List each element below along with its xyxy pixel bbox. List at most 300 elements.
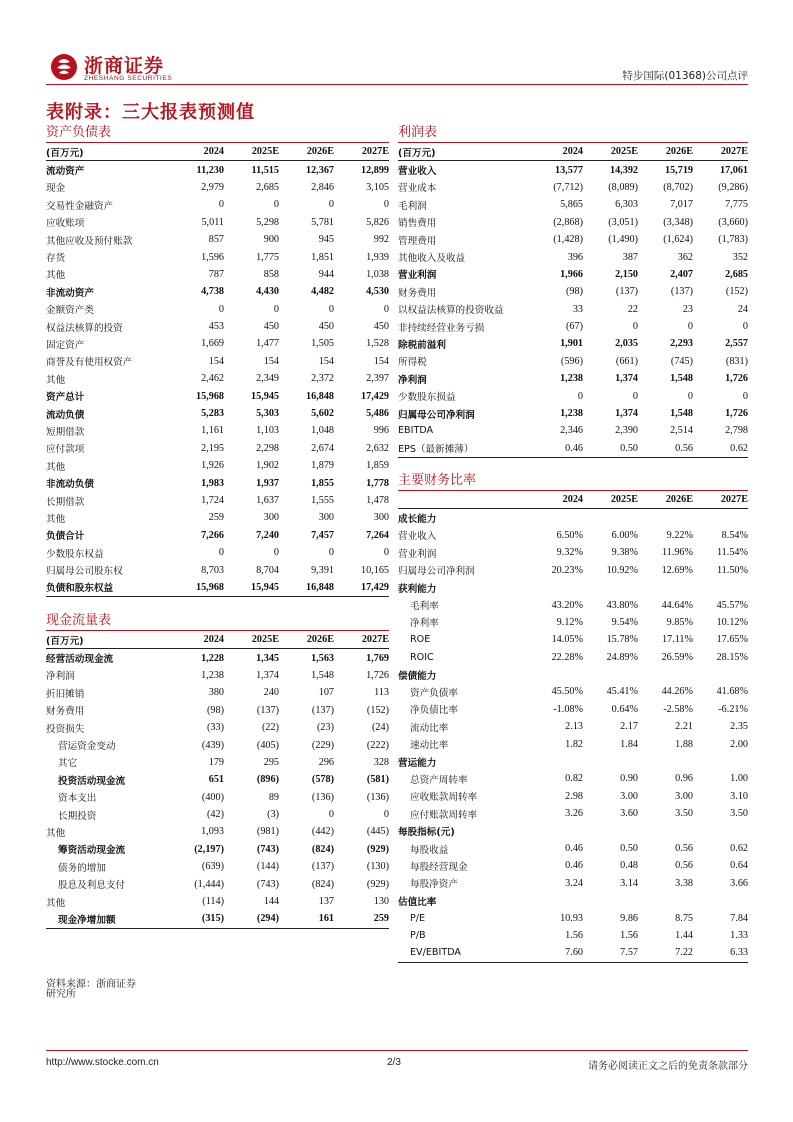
row-value: 22.28% bbox=[551, 651, 583, 663]
row-label: 营业收入 bbox=[398, 531, 437, 543]
row-value: 3.00 bbox=[620, 790, 638, 802]
row-value: 2.98 bbox=[565, 790, 583, 802]
row-value: 0.48 bbox=[620, 860, 638, 872]
row-value: (831) bbox=[725, 355, 748, 367]
row-label: 每股净资产 bbox=[410, 879, 458, 891]
row-value: 1,851 bbox=[311, 251, 334, 263]
row-value bbox=[638, 822, 693, 839]
row-value: (23) bbox=[317, 722, 334, 734]
table-row bbox=[398, 666, 748, 683]
row-value: 2,462 bbox=[201, 373, 224, 385]
row-value: 300 bbox=[263, 512, 279, 524]
row-value: 2,195 bbox=[201, 442, 224, 454]
row-value: (445) bbox=[366, 826, 389, 838]
row-value: 0 bbox=[328, 199, 334, 211]
row-label: 偿债能力 bbox=[398, 670, 437, 682]
table-row bbox=[398, 527, 748, 544]
row-label: P/B bbox=[410, 929, 426, 941]
table-row bbox=[46, 579, 389, 597]
row-value: 15,945 bbox=[250, 390, 279, 402]
row-value: (745) bbox=[670, 355, 693, 367]
table-row bbox=[398, 161, 748, 179]
row-value: (442) bbox=[311, 826, 334, 838]
row-value: 9.32% bbox=[556, 547, 583, 559]
income-statement-title: 利润表 bbox=[398, 124, 748, 143]
row-value: 1,093 bbox=[201, 826, 224, 838]
row-value: (743) bbox=[256, 878, 279, 890]
row-value: 0.50 bbox=[583, 440, 638, 458]
row-value: 3.50 bbox=[675, 808, 693, 820]
row-value: 787 bbox=[208, 268, 224, 280]
row-value bbox=[583, 753, 638, 770]
row-value: 2.00 bbox=[730, 738, 748, 750]
row-value: 2.13 bbox=[565, 721, 583, 733]
row-label: 财务费用 bbox=[46, 706, 85, 718]
row-label: 股息及利息支付 bbox=[58, 880, 126, 892]
row-value: 33 bbox=[572, 303, 583, 315]
row-value: 1,478 bbox=[366, 495, 389, 506]
row-value: 1,939 bbox=[366, 251, 389, 263]
row-value: 992 bbox=[373, 234, 389, 246]
table-row bbox=[46, 667, 389, 684]
row-value: 137 bbox=[318, 896, 334, 908]
row-value: 1,769 bbox=[366, 652, 389, 664]
row-label: 非持续经营业务亏损 bbox=[398, 322, 485, 334]
row-value: 0.62 bbox=[693, 440, 748, 458]
row-value: 2,632 bbox=[366, 442, 389, 454]
row-value: -2.58% bbox=[663, 703, 693, 715]
row-value: 24 bbox=[737, 303, 748, 315]
year-header: 2024 bbox=[528, 491, 583, 509]
row-value: 2,798 bbox=[725, 425, 748, 437]
row-value: 10.92% bbox=[606, 564, 638, 576]
row-value: 3.10 bbox=[730, 790, 748, 802]
row-label: 营业利润 bbox=[398, 270, 437, 282]
table-row bbox=[398, 405, 748, 422]
row-value: 9.85% bbox=[666, 616, 693, 628]
row-value: 5,011 bbox=[201, 216, 224, 228]
table-row bbox=[46, 509, 389, 526]
row-value: 1,161 bbox=[201, 425, 224, 437]
row-value: 0.46 bbox=[565, 843, 583, 854]
row-value: 13,577 bbox=[554, 164, 583, 176]
row-value: 6,303 bbox=[615, 199, 638, 211]
row-label: 其他 bbox=[46, 374, 66, 386]
row-value: 900 bbox=[263, 234, 279, 246]
row-value: 1,048 bbox=[311, 425, 334, 437]
table-row bbox=[46, 858, 389, 875]
row-value: (137) bbox=[615, 286, 638, 298]
row-value: 11,515 bbox=[251, 164, 279, 176]
row-value: 12.69% bbox=[661, 564, 693, 576]
row-value: 24.89% bbox=[606, 651, 638, 663]
table-row bbox=[46, 719, 389, 736]
row-label: 债务的增加 bbox=[58, 862, 106, 874]
year-header: 2026E bbox=[638, 491, 693, 509]
row-value: 2,557 bbox=[725, 338, 748, 350]
table-row bbox=[46, 492, 389, 509]
row-value: 45.50% bbox=[551, 686, 583, 698]
row-value: (578) bbox=[311, 774, 334, 786]
row-value: 4,530 bbox=[366, 286, 389, 298]
table-row bbox=[398, 596, 748, 613]
row-value: 7,775 bbox=[725, 199, 748, 211]
row-value: (3,051) bbox=[608, 216, 638, 228]
row-value: 20.23% bbox=[551, 564, 583, 576]
row-label: 营运资金变动 bbox=[58, 741, 116, 753]
year-header: 2027E bbox=[334, 631, 389, 649]
row-label: 固定资产 bbox=[46, 339, 85, 351]
row-label: 长期投资 bbox=[58, 810, 97, 822]
row-value: 5,865 bbox=[560, 199, 583, 211]
table-row bbox=[46, 893, 389, 910]
table-row bbox=[398, 422, 748, 439]
row-value: 9.38% bbox=[611, 547, 638, 559]
row-value: 1.56 bbox=[620, 929, 638, 941]
row-value: 0.64 bbox=[730, 860, 748, 872]
table-row bbox=[46, 457, 389, 474]
table-row bbox=[398, 283, 748, 300]
row-value: 107 bbox=[318, 687, 334, 699]
row-value: 1,637 bbox=[256, 495, 279, 506]
row-value: 15,968 bbox=[195, 390, 224, 402]
row-value: 2,372 bbox=[311, 373, 334, 385]
row-label: 应付账款周转率 bbox=[410, 809, 478, 821]
row-value: 6.00% bbox=[611, 529, 638, 541]
year-header: 2027E bbox=[693, 143, 748, 161]
row-value: (661) bbox=[615, 355, 638, 367]
row-value: 3,105 bbox=[366, 181, 389, 193]
header-report-title: 特步国际(01368)公司点评 bbox=[622, 70, 748, 82]
row-value: 43.20% bbox=[551, 599, 583, 611]
row-value: 4,430 bbox=[256, 286, 279, 298]
row-value: 9.54% bbox=[611, 616, 638, 628]
row-value bbox=[638, 509, 693, 527]
row-value: (929) bbox=[366, 843, 389, 855]
footer-page-number: 2/3 bbox=[387, 1057, 401, 1068]
row-label: 营业利润 bbox=[398, 548, 437, 560]
row-value: 0 bbox=[742, 321, 748, 333]
row-value: 7.22 bbox=[638, 944, 693, 962]
row-value: 2,514 bbox=[670, 425, 693, 437]
row-value: (981) bbox=[256, 826, 279, 838]
footer-url-link[interactable]: http://www.stocke.com.cn bbox=[46, 1057, 159, 1068]
row-value: (137) bbox=[670, 286, 693, 298]
row-value: (743) bbox=[256, 843, 279, 855]
row-label: 非流动资产 bbox=[46, 287, 94, 299]
table-row bbox=[46, 684, 389, 701]
row-value: (1,490) bbox=[608, 234, 638, 246]
row-value: 1.84 bbox=[620, 738, 638, 750]
row-value: 380 bbox=[208, 687, 224, 699]
row-value: 0 bbox=[687, 390, 693, 402]
row-value: 1.56 bbox=[565, 929, 583, 941]
row-value: 2,846 bbox=[311, 181, 334, 193]
row-value: 8.54% bbox=[721, 529, 748, 541]
row-value: 1.00 bbox=[730, 773, 748, 785]
row-label: 应付款项 bbox=[46, 444, 85, 456]
row-value: 0.56 bbox=[675, 860, 693, 872]
row-value: 0 bbox=[632, 321, 638, 333]
table-row bbox=[398, 753, 748, 770]
row-value: (152) bbox=[366, 704, 389, 716]
row-value: (1,624) bbox=[663, 234, 693, 246]
row-value: 1,879 bbox=[311, 460, 334, 472]
header-divider bbox=[46, 84, 748, 85]
table-header-row bbox=[398, 491, 748, 509]
row-value: (929) bbox=[366, 878, 389, 890]
table-row bbox=[398, 805, 748, 822]
table-header-row bbox=[398, 143, 748, 161]
row-value: (2,868) bbox=[553, 216, 583, 228]
ratios-section bbox=[398, 472, 748, 963]
row-value: 651 bbox=[208, 774, 224, 786]
row-label: 资产总计 bbox=[46, 392, 85, 404]
row-value: 1.88 bbox=[675, 738, 693, 750]
row-value: 1,859 bbox=[366, 460, 389, 472]
row-value bbox=[528, 892, 583, 909]
row-value: 5,486 bbox=[366, 408, 389, 420]
row-value: 23 bbox=[682, 303, 693, 315]
row-value: 2,390 bbox=[615, 425, 638, 437]
row-value: 15,945 bbox=[224, 579, 279, 597]
row-value: 3.14 bbox=[620, 877, 638, 889]
row-label: 存货 bbox=[46, 253, 66, 265]
row-value bbox=[693, 822, 748, 839]
row-value: 2,674 bbox=[311, 442, 334, 454]
row-value: 45.41% bbox=[606, 686, 638, 698]
row-value: (824) bbox=[311, 843, 334, 855]
row-value: 2.17 bbox=[620, 721, 638, 733]
table-row bbox=[398, 718, 748, 735]
row-value: 1,937 bbox=[256, 477, 279, 489]
row-value: 2,150 bbox=[615, 268, 638, 280]
year-header: 2026E bbox=[638, 143, 693, 161]
table-row bbox=[398, 387, 748, 404]
cash-flow-section bbox=[46, 612, 389, 929]
row-value bbox=[583, 822, 638, 839]
row-value: 15,968 bbox=[169, 579, 224, 597]
table-row bbox=[46, 789, 389, 806]
row-value bbox=[693, 753, 748, 770]
row-label: 少数股东损益 bbox=[398, 392, 456, 404]
row-value: (7,712) bbox=[553, 181, 583, 193]
year-header: 2025E bbox=[583, 143, 638, 161]
row-value: 16,848 bbox=[305, 390, 334, 402]
table-row bbox=[46, 754, 389, 771]
row-label: 其他 bbox=[46, 461, 66, 473]
row-label: 每股经营现金 bbox=[410, 861, 468, 873]
table-row bbox=[46, 474, 389, 491]
unit-label bbox=[398, 491, 528, 509]
row-value bbox=[638, 753, 693, 770]
row-value bbox=[638, 579, 693, 596]
row-value: 362 bbox=[677, 251, 693, 263]
table-row bbox=[46, 649, 389, 667]
zheshang-logo-icon bbox=[50, 53, 78, 81]
table-row bbox=[398, 318, 748, 335]
table-row bbox=[46, 702, 389, 719]
row-value: 2,346 bbox=[560, 425, 583, 437]
row-label: 每股收益 bbox=[410, 844, 449, 856]
row-value: (824) bbox=[311, 878, 334, 890]
row-value: (152) bbox=[725, 286, 748, 298]
row-value: 1.82 bbox=[565, 738, 583, 750]
row-value: 8.75 bbox=[675, 912, 693, 924]
table-row bbox=[46, 335, 389, 352]
row-label: 除税前溢利 bbox=[398, 339, 446, 351]
table-row bbox=[398, 683, 748, 700]
row-value bbox=[583, 666, 638, 683]
row-label: 现金 bbox=[46, 183, 66, 195]
row-label: EPS（最新摊薄） bbox=[398, 440, 528, 458]
row-value: 10.12% bbox=[716, 616, 748, 628]
row-value bbox=[638, 892, 693, 909]
row-value: 387 bbox=[622, 251, 638, 263]
balance-sheet-title: 资产负债表 bbox=[46, 124, 389, 143]
table-row bbox=[398, 509, 748, 527]
table-row bbox=[398, 649, 748, 666]
row-value: 16,848 bbox=[279, 579, 334, 597]
row-value: 259 bbox=[208, 512, 224, 524]
row-value: (8,702) bbox=[663, 181, 693, 193]
row-value: 1,374 bbox=[256, 669, 279, 681]
row-label: 销售费用 bbox=[398, 218, 437, 230]
row-value: (136) bbox=[366, 791, 389, 803]
row-label: 毛利率 bbox=[410, 601, 439, 613]
row-value: 1,374 bbox=[615, 408, 638, 420]
row-value: 7,017 bbox=[670, 199, 693, 211]
table-row bbox=[46, 214, 389, 231]
year-header: 2026E bbox=[279, 631, 334, 649]
row-value: 5,781 bbox=[311, 216, 334, 228]
table-row bbox=[398, 301, 748, 318]
logo bbox=[46, 50, 206, 86]
row-label: 营业成本 bbox=[398, 183, 437, 195]
page-header bbox=[46, 50, 748, 86]
row-label: 资本支出 bbox=[58, 793, 97, 805]
row-value: 1,775 bbox=[256, 251, 279, 263]
row-value: 1,724 bbox=[201, 495, 224, 506]
row-value: (439) bbox=[201, 739, 224, 751]
row-value: (315) bbox=[169, 910, 224, 928]
row-value: (24) bbox=[372, 722, 389, 734]
row-value: 154 bbox=[373, 355, 389, 367]
income-statement-table bbox=[398, 143, 748, 458]
row-label: 营业收入 bbox=[398, 166, 437, 178]
unit-label: (百万元) bbox=[46, 631, 169, 649]
table-row bbox=[46, 387, 389, 404]
row-value: (1,444) bbox=[194, 878, 224, 890]
row-label: EBITDA bbox=[398, 425, 434, 437]
row-value: (1,428) bbox=[553, 234, 583, 246]
row-label: 以权益法核算的投资收益 bbox=[398, 305, 504, 317]
table-row bbox=[398, 248, 748, 265]
row-value: 5,283 bbox=[201, 408, 224, 420]
table-row bbox=[398, 770, 748, 787]
row-value: 328 bbox=[373, 756, 389, 768]
row-label: 其他应收及预付账款 bbox=[46, 235, 133, 247]
row-value: 4,482 bbox=[311, 286, 334, 298]
row-label: 成长能力 bbox=[398, 514, 437, 526]
year-header: 2024 bbox=[528, 143, 583, 161]
source-note-2: 研究所 bbox=[46, 989, 76, 1000]
table-row bbox=[46, 301, 389, 318]
row-value: 17,061 bbox=[719, 164, 748, 176]
table-row bbox=[398, 544, 748, 561]
row-label: 管理费用 bbox=[398, 235, 437, 247]
row-value: 154 bbox=[208, 355, 224, 367]
row-label: 总资产周转率 bbox=[410, 774, 468, 786]
row-value: (2,197) bbox=[194, 843, 224, 855]
year-header: 2025E bbox=[224, 143, 279, 161]
row-value: (639) bbox=[201, 861, 224, 873]
row-label: 其他收入及收益 bbox=[398, 253, 466, 265]
row-value bbox=[583, 579, 638, 596]
row-value: 4,738 bbox=[201, 286, 224, 298]
row-value: 1,596 bbox=[201, 251, 224, 263]
year-header: 2024 bbox=[169, 143, 224, 161]
row-value: 259 bbox=[334, 910, 389, 928]
row-value: 3.38 bbox=[675, 877, 693, 889]
row-value: 179 bbox=[208, 756, 224, 768]
row-label: 毛利润 bbox=[398, 200, 427, 212]
table-row bbox=[46, 318, 389, 335]
table-row bbox=[398, 857, 748, 874]
row-value: (98) bbox=[207, 704, 224, 716]
row-label: 短期借款 bbox=[46, 426, 85, 438]
table-row bbox=[46, 196, 389, 213]
row-label: 折旧摊销 bbox=[46, 688, 85, 700]
cash-flow-title: 现金流量表 bbox=[46, 612, 389, 631]
row-value bbox=[528, 822, 583, 839]
row-value: 22 bbox=[627, 303, 638, 315]
row-label: 归属母公司净利润 bbox=[398, 409, 475, 421]
row-value: (294) bbox=[224, 910, 279, 928]
cash-flow-table bbox=[46, 631, 389, 929]
row-label: P/E bbox=[410, 912, 426, 924]
row-label: 财务费用 bbox=[398, 287, 437, 299]
row-label: 权益法核算的投资 bbox=[46, 322, 123, 334]
row-label: 其他 bbox=[46, 270, 66, 282]
row-value: 1,726 bbox=[725, 408, 748, 420]
row-value: 0 bbox=[328, 303, 334, 315]
table-row bbox=[46, 561, 389, 578]
row-value: 3.24 bbox=[565, 877, 583, 889]
row-value: 17.11% bbox=[661, 634, 693, 646]
row-value: 3.00 bbox=[675, 790, 693, 802]
row-value: 154 bbox=[263, 355, 279, 367]
row-value: 89 bbox=[268, 791, 279, 803]
row-value: 7.57 bbox=[583, 944, 638, 962]
table-row bbox=[398, 735, 748, 752]
row-value: (33) bbox=[207, 722, 224, 734]
table-row bbox=[398, 909, 748, 926]
table-row bbox=[398, 892, 748, 909]
row-value: (137) bbox=[311, 704, 334, 716]
row-value: 2,298 bbox=[256, 442, 279, 454]
row-label: 交易性金融资产 bbox=[46, 200, 114, 212]
table-row bbox=[46, 161, 389, 179]
row-value: 3.66 bbox=[730, 877, 748, 889]
year-header: 2025E bbox=[583, 491, 638, 509]
row-value: 0 bbox=[273, 547, 279, 559]
row-value: 0 bbox=[273, 303, 279, 315]
row-value: 11.50% bbox=[716, 564, 748, 576]
row-value bbox=[583, 892, 638, 909]
row-label: 经营活动现金流 bbox=[46, 654, 114, 666]
table-row bbox=[46, 736, 389, 753]
